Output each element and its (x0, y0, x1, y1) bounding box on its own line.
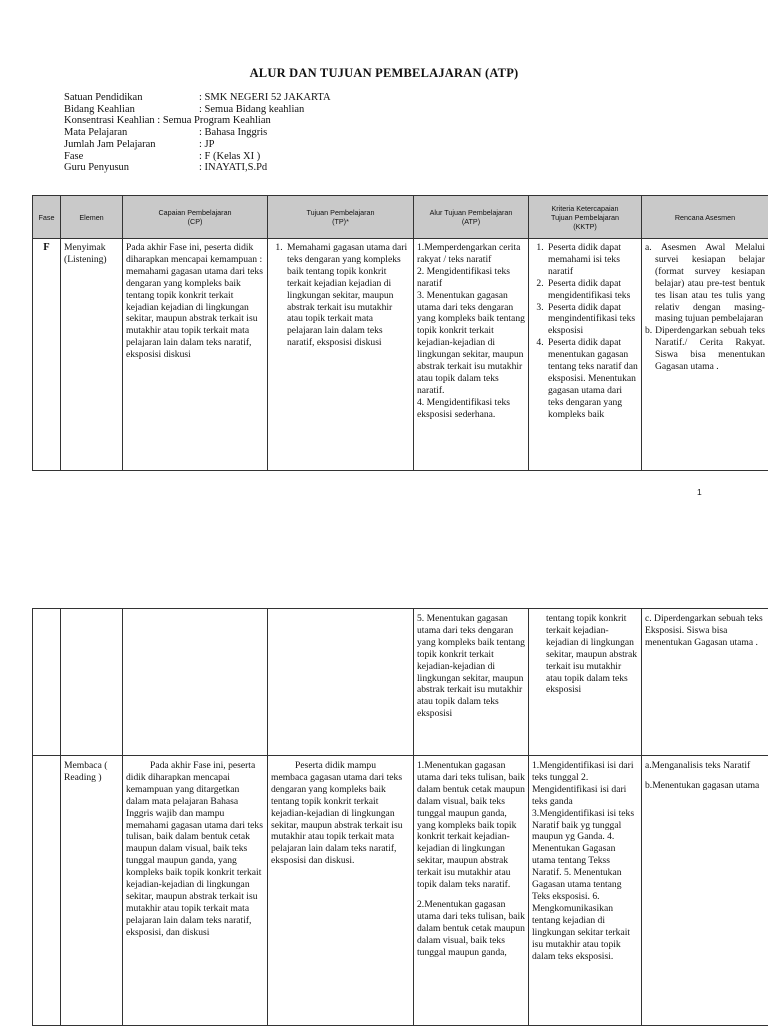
asesmen-cell (642, 239, 768, 471)
list-item: 1. Memahami gagasan utama dari teks dengaran yang kompleks baik tentang topik konkrit terkait kejadian kejadian di lingkungan sekitar, maupun abstrak terkait isu mutakhir atau topik terkait mata pelajaran lain dalam teks naratif, eksposisi diskusi (285, 242, 410, 349)
info-label: Fase (64, 151, 199, 163)
asesmen-cell: c. Diperdengarkan sebuah teks Eksposisi. Siswa bisa menentukan Gagasan utama . (642, 609, 768, 756)
fase-cell (33, 609, 61, 756)
header-cp-line: Capaian Pembelajaran (125, 208, 265, 217)
header-atp-line: (ATP) (416, 217, 526, 226)
header-kktp-line: (KKTP) (531, 222, 639, 231)
cp-cell (123, 609, 268, 756)
table-row (33, 756, 768, 1026)
header-atp (414, 196, 529, 239)
list-item: 3. Peserta didik dapat mengindentifikasi teks eksposisi (546, 302, 638, 338)
list-item: 1.Memperdengarkan cerita rakyat / teks naratif (417, 242, 525, 266)
info-label: Jumlah Jam Pelajaran (64, 139, 199, 151)
info-row (64, 139, 331, 151)
list-item: 4. Peserta didik dapat menentukan gagasan tentang teks naratif dan eksposisi. Menentukan gagasan utama dari teks dengaran yang kompleks baik (546, 337, 638, 420)
info-row (64, 92, 331, 104)
info-value: : SMK NEGERI 52 JAKARTA (199, 92, 331, 104)
cp-cell: Pada akhir Fase ini, peserta didik diharapkan mencapai kemampuan yang ditargetkan dalam mata pelajaran Bahasa Inggris wajib dan mampu memahami gagasan utama dari teks tulisan, baik dalam bentuk cetak maupun dalam visual, baik teks tunggal maupun ganda, yang kompleks baik topik konkrit terkait kejadian-kejadian di lingkungan sekitar, maupun abstrak terkait isu mutakhir atau topik terkait mata pelajaran lain dalam teks naratif, eksposisi, dan diskusi (123, 756, 268, 1026)
info-value: : F (Kelas XI ) (199, 151, 260, 163)
info-row (64, 115, 331, 127)
info-label: Guru Penyusun (64, 162, 199, 174)
asesmen-list (645, 242, 765, 373)
header-fase: Fase (33, 196, 61, 239)
asesmen-cell (642, 756, 768, 1026)
list-item: 1.Menentukan gagasan utama dari teks tulisan, baik dalam bentuk cetak maupun dalam visual, baik teks tunggal maupun ganda, yang kompleks baik topik konkrit terkait kejadian-kejadian di lingkungan sekitar, maupun abstrak terkait isu mutakhir atau topik dalam teks naratif. (417, 760, 525, 891)
kktp-cell (529, 239, 642, 471)
list-item: 2. Peserta didik dapat mengidentifikasi teks (546, 278, 638, 302)
document-info (64, 92, 331, 174)
atp-cell: 5. Menentukan gagasan utama dari teks dengaran yang kompleks baik tentang topik konkrit terkait kejadian-kejadian di lingkungan sekitar, maupun abstrak terkait isu mutakhir atau topik dalam teks eksposisi (414, 609, 529, 756)
elemen-cell (61, 609, 123, 756)
header-tp (268, 196, 414, 239)
kktp-cell: 1.Mengidentifikasi isi dari teks tunggal 2. Mengidentifikasi isi dari teks ganda 3.Mengidentifikasi isi teks Naratif baik yg tunggal maupun yg Ganda. 4. Menentukan Gagasan utama tentang Tekss Naratif. 5. Menentukan Gagasan utama tentang Teks eksposisi. 6. Mengkomunikasikan tentang kejadian di lingkungan sekitar terkait isu mutakhir atau topik dalam teks eksposisi. (529, 756, 642, 1026)
list-item: 2.Menentukan gagasan utama dari teks tulisan, baik dalam bentuk cetak maupun dalam visual, baik teks tunggal maupun ganda, (417, 899, 525, 959)
info-row (64, 162, 331, 174)
list-item: b.Menentukan gagasan utama (645, 780, 765, 792)
table-row (33, 609, 768, 756)
list-item: a.Menganalisis teks Naratif (645, 760, 765, 772)
atp-table-page-1 (32, 195, 768, 471)
header-asesmen: Rencana Asesmen (642, 196, 768, 239)
fase-cell (33, 756, 61, 1026)
header-atp-line: Alur Tujuan Pembelajaran (416, 208, 526, 217)
elemen-cell: Membaca ( Reading ) (61, 756, 123, 1026)
header-elemen: Elemen (61, 196, 123, 239)
header-cp (123, 196, 268, 239)
atp-cell (414, 239, 529, 471)
page-number: 1 (697, 487, 702, 497)
list-item: a. Asesmen Awal Melalui survei kesiapan belajar (format survey kesiapan belajar) atau pre-test bentuk tes lisan atau tes tulis yang relativ dengan masing-masing tujuan pembelajaran (645, 242, 765, 325)
list-item: 1. Peserta didik dapat memahami isi teks naratif (546, 242, 638, 278)
header-tp-line: (TP)* (270, 217, 411, 226)
info-value: : Bahasa Inggris (199, 127, 267, 139)
fase-cell: F (33, 239, 61, 471)
list-item: 2. Mengidentifikasi teks naratif (417, 266, 525, 290)
header-tp-line: Tujuan Pembelajaran (270, 208, 411, 217)
cp-cell: Pada akhir Fase ini, peserta didik diharapkan mencapai kemampuan : memahami gagasan utama dari teks dengaran yang kompleks baik tentang topik konkrit terkait kejadian kejadian di lingkungan sekitar, maupun abstrak terkait isu mutakhir atau topik terkait mata pelajaran lain dalam teks naratif, eksposisi diskusi (123, 239, 268, 471)
list-item: b. Diperdengarkan sebuah teks Naratif./ Cerita Rakyat. Siswa bisa menentukan Gagasan utama . (645, 325, 765, 373)
info-label: Bidang Keahlian (64, 104, 199, 116)
info-value: : INAYATI,S.Pd (199, 162, 267, 174)
atp-cell (414, 756, 529, 1026)
tp-cell: Peserta didik mampu membaca gagasan utama dari teks dengaran yang kompleks baik tentang topik konkrit terkait kejadian-kejadian di lingkungan sekitar, maupun abstrak terkait isu mutakhir atau topik terkait mata pelajaran lain dalam teks naratif, eksposisi dan diskusi. (268, 756, 414, 1026)
tp-list (271, 242, 410, 349)
info-value: : Semua Bidang keahlian (199, 104, 304, 116)
table-header-row (33, 196, 768, 239)
header-kktp-line: Tujuan Pembelajaran (531, 213, 639, 222)
header-cp-line: (CP) (125, 217, 265, 226)
tp-cell (268, 239, 414, 471)
kktp-list (532, 242, 638, 421)
kktp-cell: tentang topik konkrit terkait kejadian-kejadian di lingkungan sekitar, maupun abstrak terkait isu mutakhir atau topik dalam teks eksposisi (529, 609, 642, 756)
info-row (64, 127, 331, 139)
header-kktp-line: Kriteria Ketercapaian (531, 204, 639, 213)
list-item: 3. Menentukan gagasan utama dari teks dengaran yang kompleks baik tentang topik konkrit terkait kejadian-kejadian di lingkungan sekitar, maupun abstrak terkait isu mutakhir atau topik dalam teks naratif. (417, 290, 525, 397)
atp-table-page-2 (32, 608, 768, 1026)
table-row (33, 239, 768, 471)
header-kktp (529, 196, 642, 239)
info-row (64, 151, 331, 163)
document-title: ALUR DAN TUJUAN PEMBELAJARAN (ATP) (0, 66, 768, 81)
info-row (64, 104, 331, 116)
tp-cell (268, 609, 414, 756)
list-item: 4. Mengidentifikasi teks eksposisi sederhana. (417, 397, 525, 421)
info-label: Satuan Pendidikan (64, 92, 199, 104)
info-label: Konsentrasi Keahlian : Semua Program Keahlian (64, 115, 271, 127)
elemen-cell: Menyimak (Listening) (61, 239, 123, 471)
info-value: : JP (199, 139, 214, 151)
info-label: Mata Pelajaran (64, 127, 199, 139)
